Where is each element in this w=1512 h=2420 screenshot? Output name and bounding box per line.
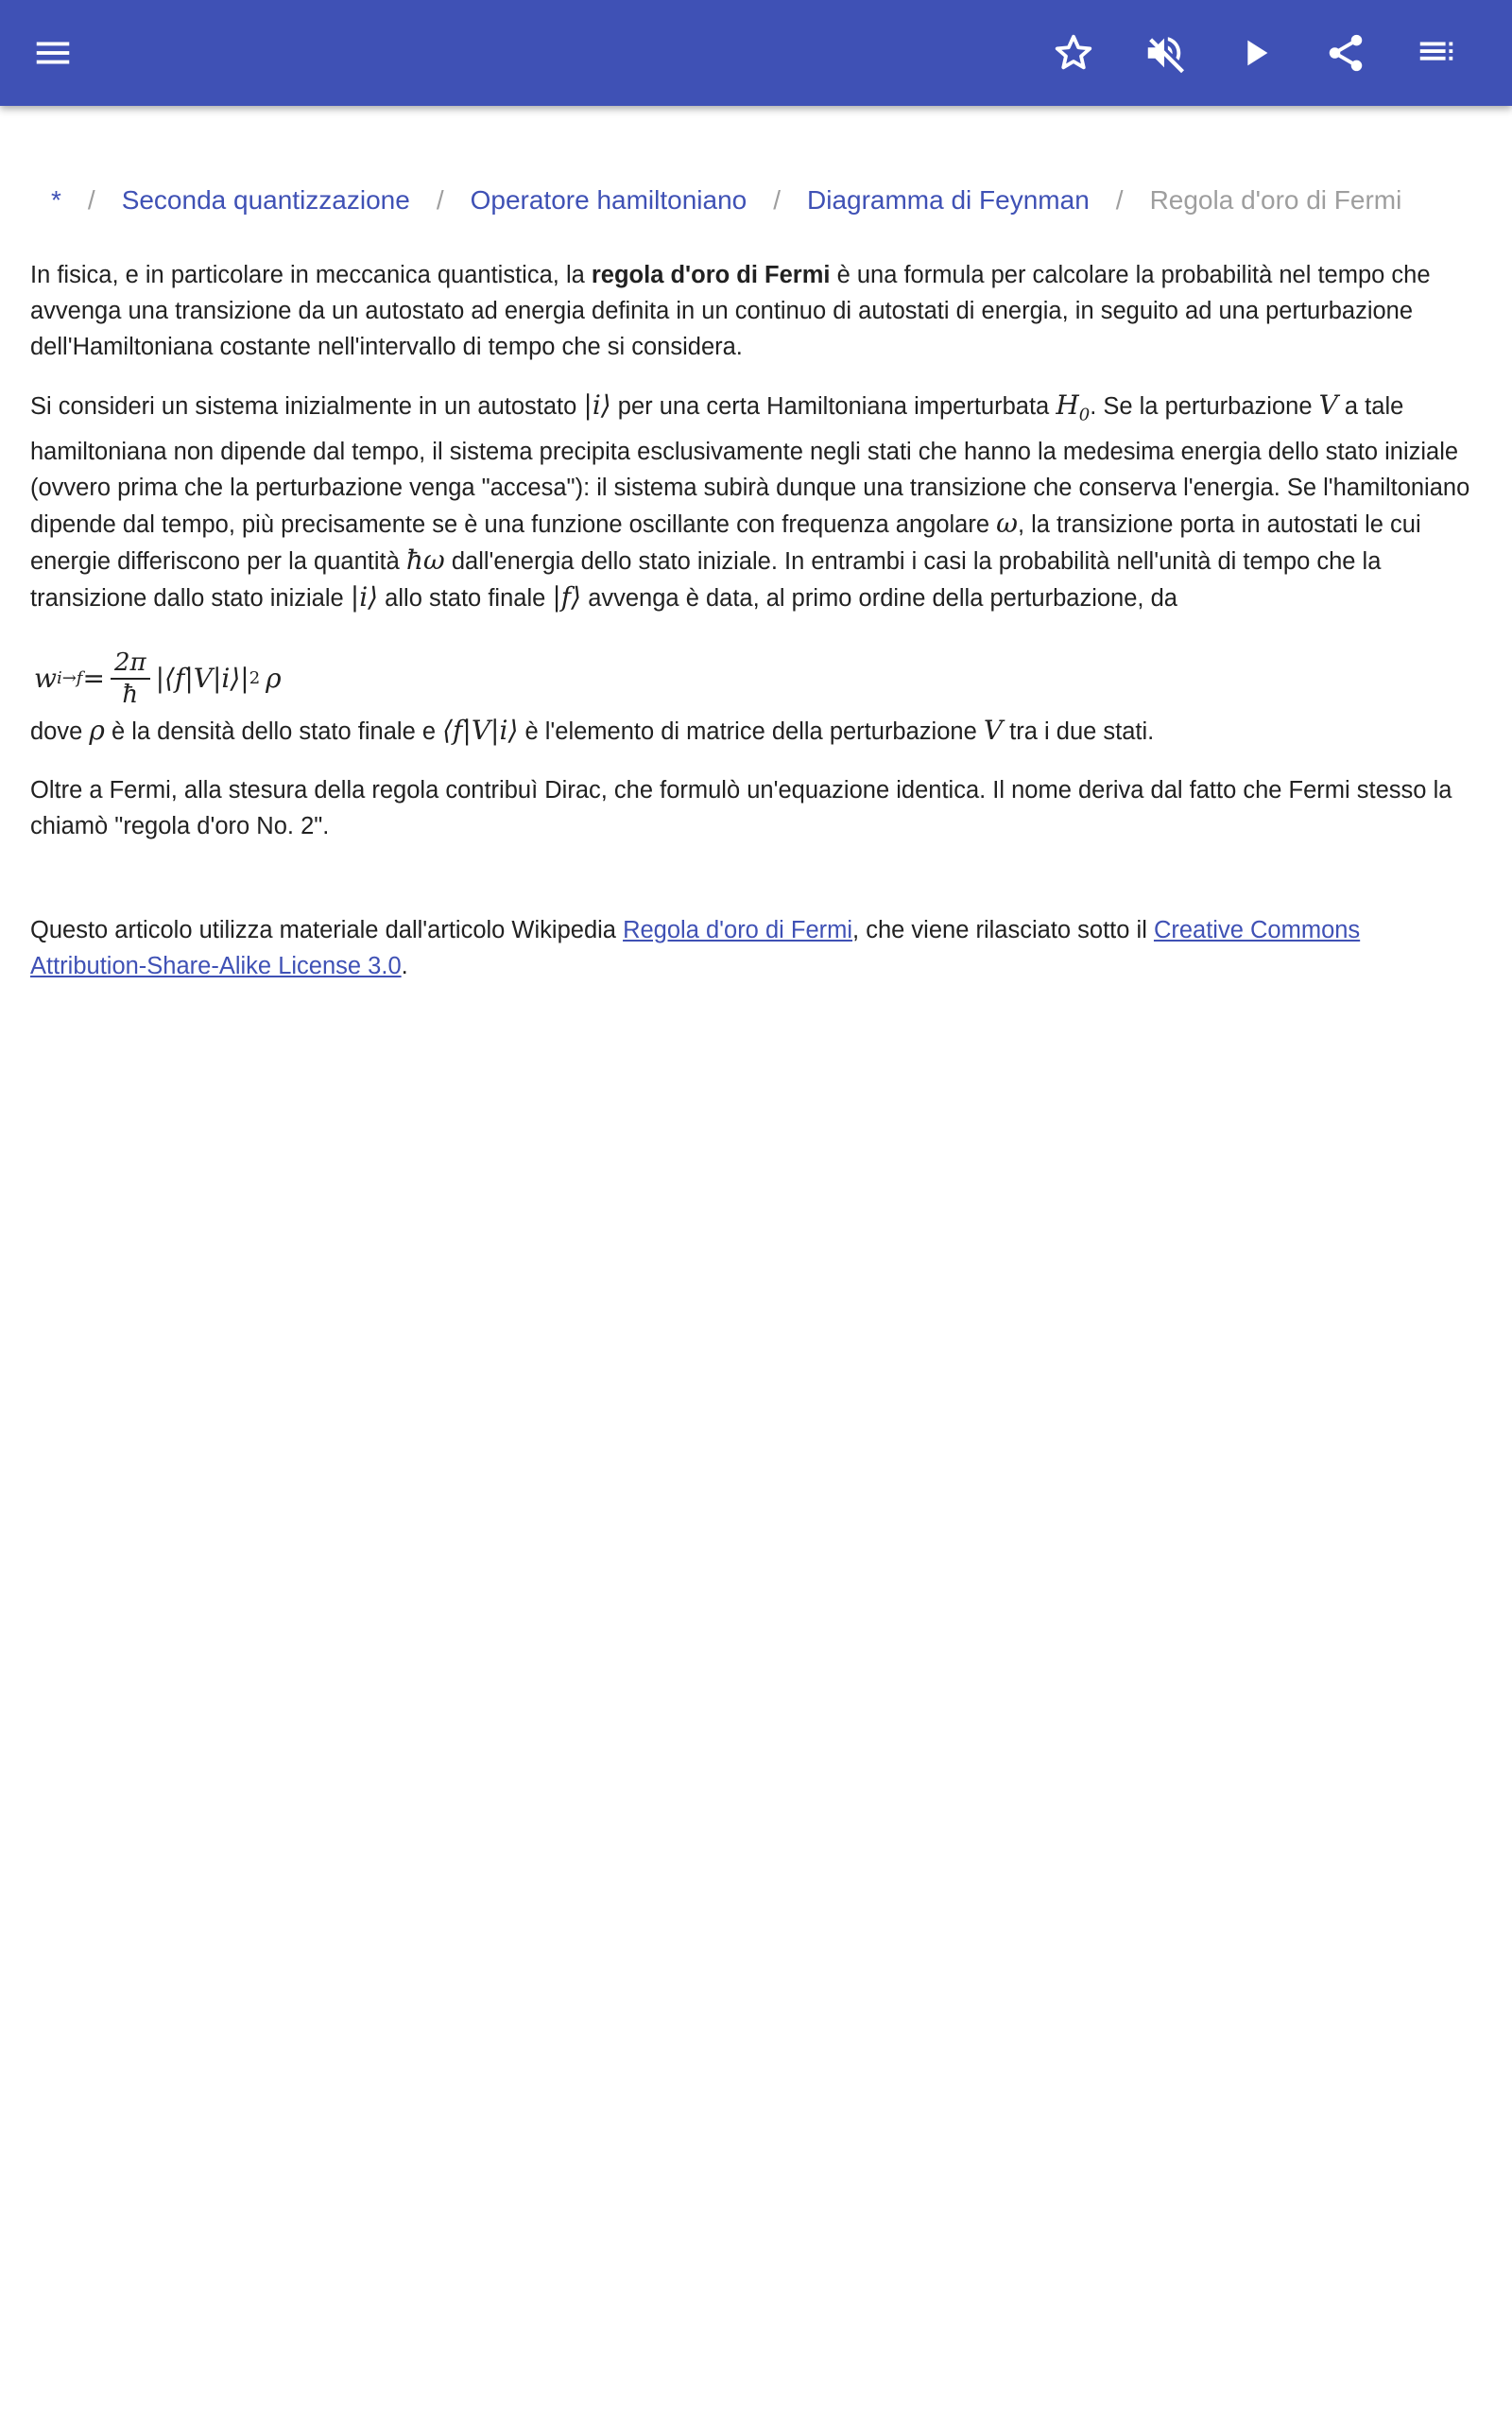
text: a tale hamiltoniana non dipende dal tempo, il sistema precipita esclusivamente negli stati che hanno la medesima energia dello stato iniziale (ovvero prima che la perturbazione venga "accesa"): il sistema subirà dunque una transizione che conserva l'energia. Se l'hamiltoniano dipende dal tempo, più precisamente se è una funzione oscillante con frequenza angolare [30, 393, 1470, 538]
breadcrumb-current: Regola d'oro di Fermi [1149, 185, 1402, 215]
formula-rho: ρ [266, 663, 282, 695]
math-symbol: H [1056, 389, 1079, 421]
formula-exponent: 2 [249, 668, 261, 689]
formula-numerator: 2π [111, 648, 150, 680]
formula-denominator: ħ [122, 680, 139, 709]
bold-term: regola d'oro di Fermi [591, 262, 831, 288]
app-bar [0, 0, 1512, 106]
formula-subscript: i→f [56, 668, 83, 689]
text: è la densità dello stato finale e [104, 717, 443, 745]
text: per una certa Hamiltoniana imperturbata [610, 393, 1057, 420]
menu-button[interactable] [19, 19, 87, 87]
play-icon [1233, 31, 1277, 75]
text: allo stato finale [378, 584, 553, 612]
text: Si consideri un sistema inizialmente in un autostato [30, 393, 584, 420]
formula-w: w [34, 663, 57, 695]
attribution [30, 912, 1482, 984]
favorite-button[interactable] [1040, 19, 1108, 87]
math-rho: ρ [89, 714, 105, 746]
math-ket-f: |f⟩ [552, 580, 582, 613]
paragraph-history: Oltre a Fermi, alla stesura della regola contribuì Dirac, che formulò un'equazione identica. Il nome deriva dal fatto che Fermi stesso la chiamò "regola d'oro No. 2". [30, 776, 1452, 839]
math-subscript: 0 [1078, 405, 1091, 425]
math-ket-i: |i⟩ [350, 580, 379, 613]
math-v: V [1318, 389, 1338, 421]
text: , la transizione porta in autostati le cui energie differiscono per la quantità [30, 510, 1421, 575]
breadcrumb-separator: / [1115, 185, 1124, 215]
wikipedia-article-link[interactable]: Regola d'oro di Fermi [623, 916, 853, 943]
playlist-button[interactable] [1402, 19, 1470, 87]
breadcrumb-separator: / [87, 185, 95, 215]
paragraph-intro [30, 257, 1482, 365]
paragraph-description [30, 388, 1482, 616]
breadcrumb [30, 166, 1482, 234]
text: dall'energia dello stato iniziale. In entrambi i casi la probabilità nell'unità di tempo che la transizione dallo stato iniziale [30, 547, 1382, 612]
formula-fraction [111, 648, 150, 710]
menu-icon [31, 31, 75, 75]
paragraph-dove [30, 713, 1482, 750]
breadcrumb-seconda-quantizzazione[interactable]: Seconda quantizzazione [121, 185, 410, 215]
article-content [30, 106, 1482, 984]
share-button[interactable] [1312, 19, 1380, 87]
formula-fermi-golden-rule [30, 645, 1482, 713]
license-link[interactable]: Creative Commons Attribution-Share-Alike License 3.0 [30, 916, 1361, 979]
formula-equals: = [82, 663, 105, 695]
text: , che viene rilasciato sotto il [852, 916, 1154, 943]
breadcrumb-diagramma-di-feynman[interactable]: Diagramma di Feynman [807, 185, 1090, 215]
math-ket-i: |i⟩ [583, 389, 611, 421]
breadcrumb-separator: / [436, 185, 444, 215]
text: . Se la perturbazione [1090, 393, 1319, 420]
math-matrix-element: ⟨f|V|i⟩ [442, 714, 519, 746]
text: avvenga è data, al primo ordine della perturbazione, da [581, 584, 1177, 612]
breadcrumb-home[interactable]: * [51, 185, 61, 215]
mute-button[interactable] [1130, 19, 1198, 87]
text: . [401, 952, 408, 979]
breadcrumb-separator: / [773, 185, 781, 215]
math-h0 [1056, 389, 1091, 425]
breadcrumb-operatore-hamiltoniano[interactable]: Operatore hamiltoniano [470, 185, 747, 215]
text: dove [30, 717, 90, 745]
text: Questo articolo utilizza materiale dall'articolo Wikipedia [30, 916, 624, 943]
math-hbar-omega: ħω [405, 544, 445, 576]
star-outline-icon [1052, 31, 1095, 75]
math-v: V [983, 714, 1004, 746]
volume-off-icon [1143, 31, 1186, 75]
playlist-icon [1415, 31, 1458, 75]
math-omega: ω [996, 507, 1018, 539]
text: tra i due stati. [1003, 717, 1155, 745]
text: è una formula per calcolare la probabilità nel tempo che avvenga una transizione da un autostato ad energia definita in un continuo di autostati di energia, in seguito ad una perturbazione dell'Hamiltoniana costante nell'intervallo di tempo che si considera. [30, 262, 1431, 360]
formula-bracket: |⟨f|V|i⟩| [155, 663, 249, 695]
text: è l'elemento di matrice della perturbazione [518, 717, 984, 745]
play-button[interactable] [1221, 19, 1289, 87]
text: In fisica, e in particolare in meccanica quantistica, la [30, 262, 592, 288]
share-icon [1324, 31, 1367, 75]
